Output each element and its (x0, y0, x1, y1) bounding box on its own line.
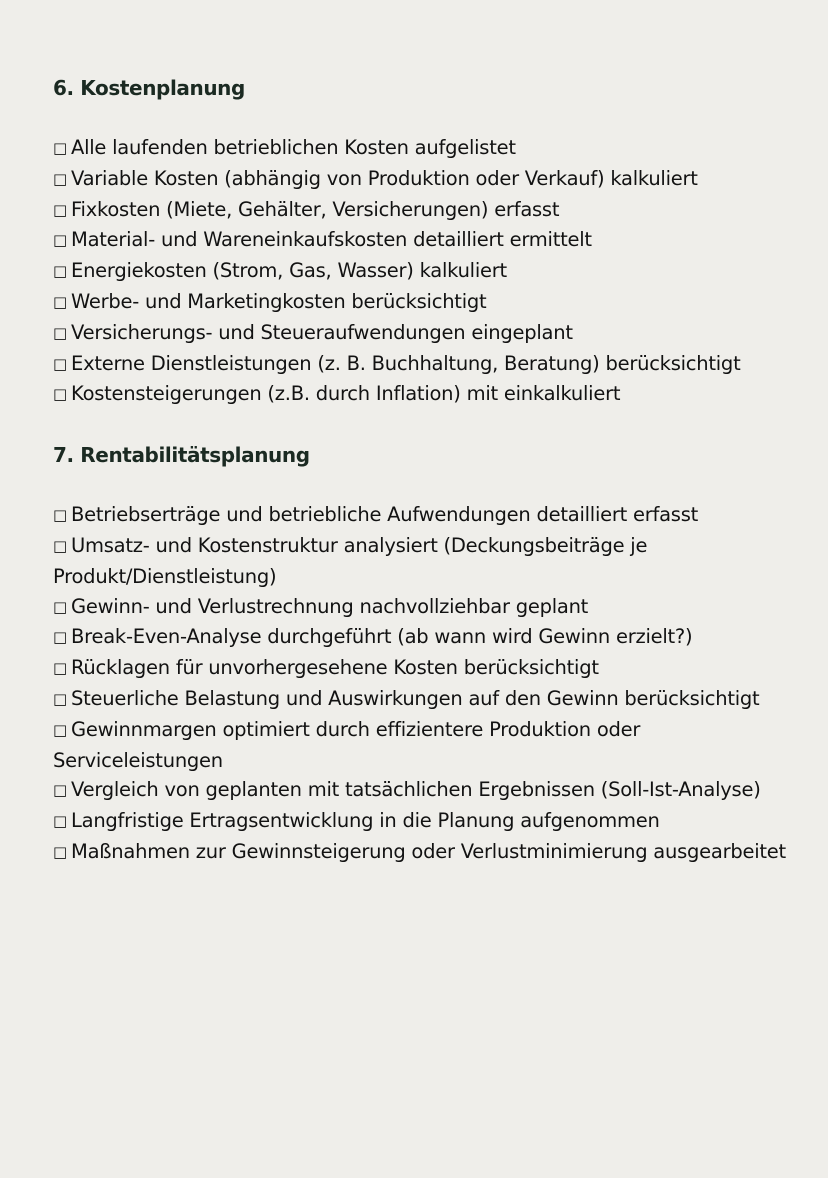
checklist-item[interactable] (53, 775, 793, 806)
checklist-item-label: Maßnahmen zur Gewinnsteigerung oder Verlustminimierung ausgearbeitet (71, 839, 786, 863)
checkbox-icon[interactable]: □ (53, 781, 67, 800)
checklist-item-label: Vergleich von geplanten mit tatsächlichen Ergebnissen (Soll-Ist-Analyse) (71, 778, 761, 802)
checkbox-icon[interactable]: □ (53, 262, 67, 281)
checklist-item-label: Betriebserträge und betriebliche Aufwendungen detailliert erfasst (71, 503, 699, 527)
checkbox-icon[interactable]: □ (53, 812, 67, 831)
checkbox-icon[interactable]: □ (53, 628, 67, 647)
checklist-item-label: Kostensteigerungen (z.B. durch Inflation) mit einkalkuliert (71, 382, 621, 406)
checklist-item[interactable] (53, 133, 793, 164)
checkbox-icon[interactable]: □ (53, 536, 67, 555)
checklist-item[interactable] (53, 349, 793, 380)
checkbox-icon[interactable]: □ (53, 231, 67, 250)
checklist-item[interactable] (53, 837, 793, 868)
checklist-item[interactable] (53, 622, 793, 653)
checklist-item-label: Fixkosten (Miete, Gehälter, Versicherungen) erfasst (71, 197, 560, 221)
checkbox-icon[interactable]: □ (53, 842, 67, 861)
checklist-item[interactable] (53, 715, 793, 776)
checklist-item[interactable] (53, 256, 793, 287)
checklist-item[interactable] (53, 195, 793, 226)
checkbox-icon[interactable]: □ (53, 354, 67, 373)
checklist-item-label: Variable Kosten (abhängig von Produktion oder Verkauf) kalkuliert (71, 166, 698, 190)
spacer (53, 103, 793, 133)
checklist-item-label: Werbe- und Marketingkosten berücksichtigt (71, 289, 487, 313)
spacer (53, 410, 793, 440)
checklist-item-label: Alle laufenden betrieblichen Kosten aufgelistet (71, 136, 516, 159)
checkbox-icon[interactable]: □ (53, 597, 67, 616)
checklist-item[interactable] (53, 592, 793, 623)
checkbox-icon[interactable]: □ (53, 169, 67, 188)
checkbox-icon[interactable]: □ (53, 200, 67, 219)
section-title-rentabilitaetsplanung: 7. Rentabilitätsplanung (53, 443, 310, 468)
section-title-kostenplanung: 6. Kostenplanung (53, 76, 245, 100)
checklist-item-label: Steuerliche Belastung und Auswirkungen auf den Gewinn berücksichtigt (71, 686, 760, 710)
checkbox-icon[interactable]: □ (53, 659, 67, 678)
checkbox-icon[interactable]: □ (53, 689, 67, 708)
checklist-rentabilitaetsplanung (53, 500, 793, 868)
checkbox-icon[interactable]: □ (53, 292, 67, 311)
checklist-item-label: Versicherungs- und Steueraufwendungen eingeplant (71, 320, 573, 344)
document-page (53, 70, 793, 868)
checklist-item[interactable] (53, 653, 793, 684)
checklist-item-label: Energiekosten (Strom, Gas, Wasser) kalkuliert (71, 259, 507, 283)
checkbox-icon[interactable]: □ (53, 385, 67, 404)
checkbox-icon[interactable]: □ (53, 720, 67, 739)
checklist-item[interactable] (53, 500, 793, 531)
checklist-item-label: Umsatz- und Kostenstruktur analysiert (Deckungsbeiträge je Produkt/Dienstleistung) (53, 533, 648, 588)
checklist-item-label: Externe Dienstleistungen (z. B. Buchhaltung, Beratung) berücksichtigt (71, 351, 741, 375)
checklist-kostenplanung (53, 133, 793, 410)
checklist-item[interactable] (53, 531, 793, 592)
checkbox-icon[interactable]: □ (53, 323, 67, 342)
checklist-item-label: Break-Even-Analyse durchgeführt (ab wann wird Gewinn erzielt?) (71, 625, 693, 649)
checklist-item[interactable] (53, 164, 793, 195)
checklist-item-label: Gewinnmargen optimiert durch effizientere Produktion oder Serviceleistungen (53, 717, 641, 772)
checklist-item[interactable] (53, 287, 793, 318)
spacer (53, 470, 793, 500)
checklist-item[interactable] (53, 318, 793, 349)
checklist-item[interactable] (53, 379, 793, 410)
checkbox-icon[interactable]: □ (53, 506, 67, 525)
checkbox-icon[interactable]: □ (53, 139, 67, 157)
checklist-item-label: Gewinn- und Verlustrechnung nachvollziehbar geplant (71, 594, 589, 618)
checklist-item[interactable] (53, 225, 793, 256)
checklist-item[interactable] (53, 806, 793, 837)
checklist-item-label: Rücklagen für unvorhergesehene Kosten berücksichtigt (71, 656, 599, 680)
checklist-item-label: Langfristige Ertragsentwicklung in die Planung aufgenommen (71, 809, 660, 833)
checklist-item-label: Material- und Wareneinkaufskosten detailliert ermittelt (71, 228, 592, 252)
checklist-item[interactable] (53, 684, 793, 715)
